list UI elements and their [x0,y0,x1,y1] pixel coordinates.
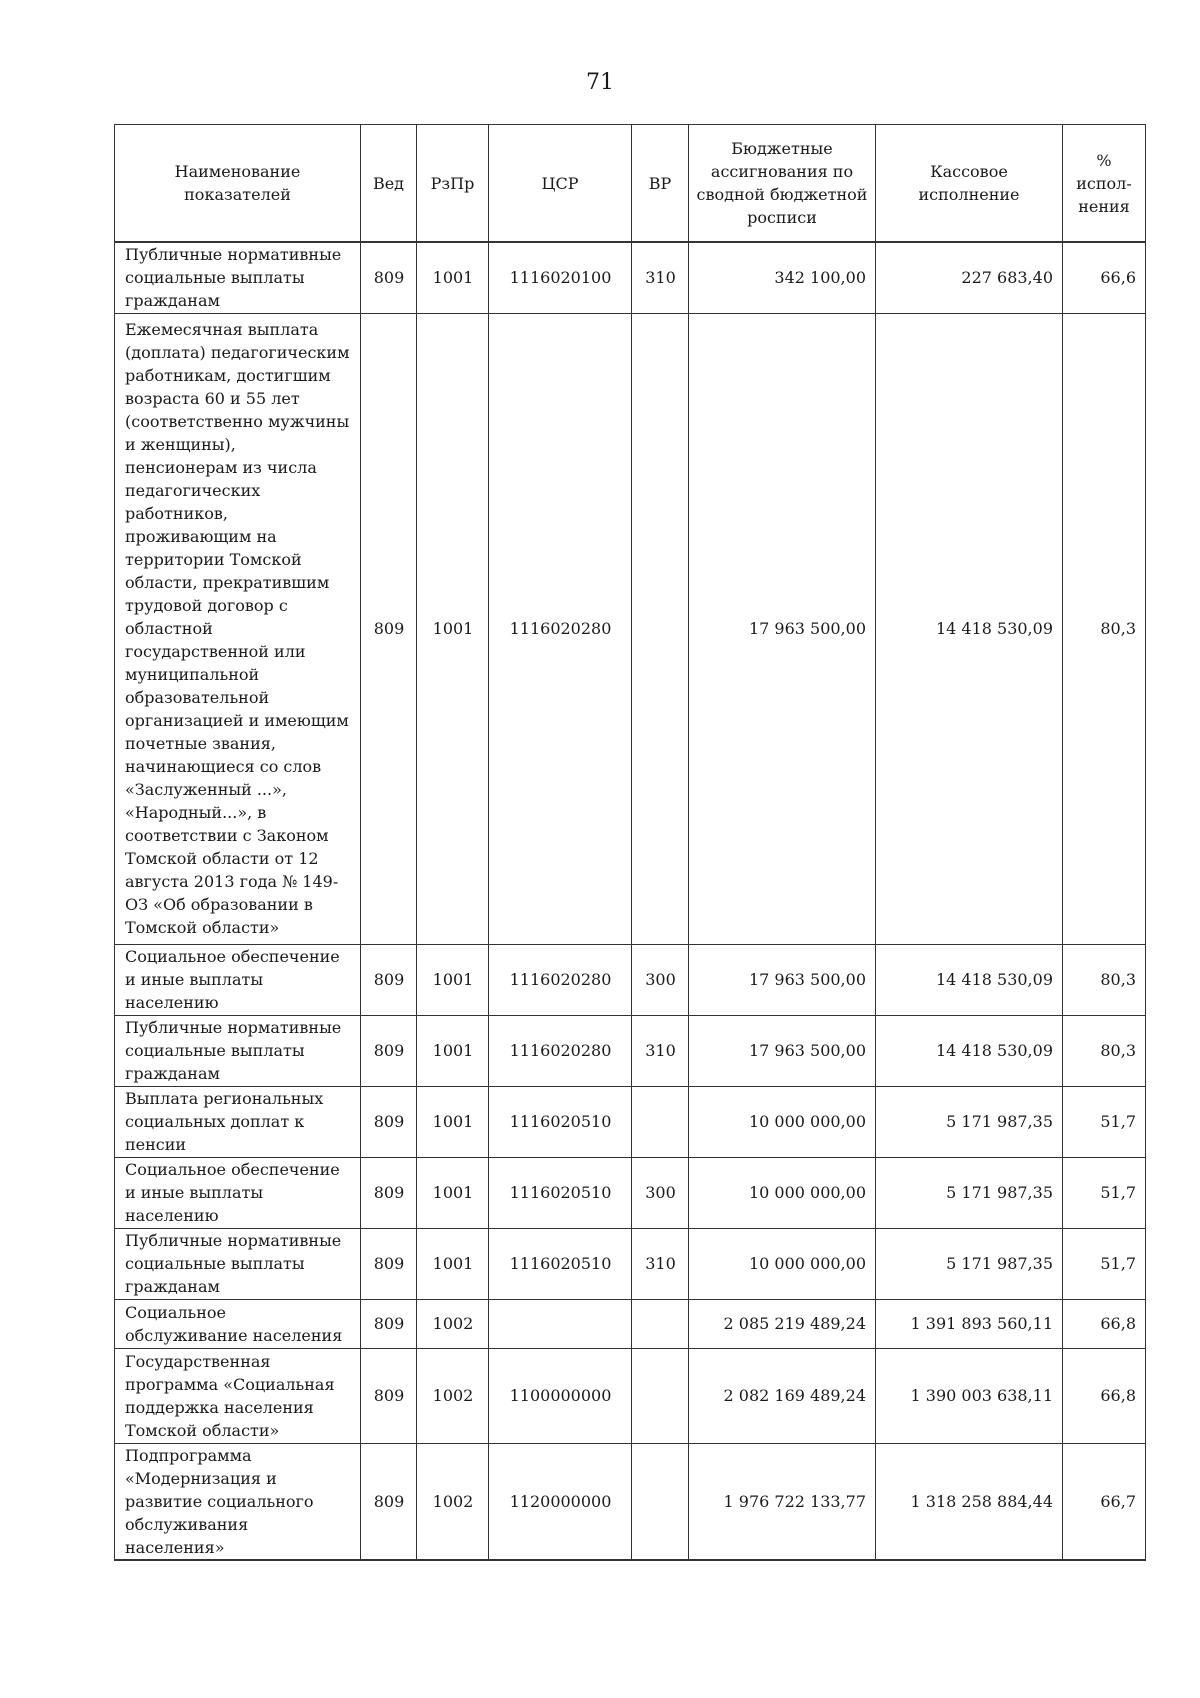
row-name: Выплата региональных социальных доплат к пенсии [115,1086,361,1157]
budget-table [114,124,1146,1561]
row-rzpr: 1001 [417,1228,489,1299]
row-vr: 310 [632,1015,689,1086]
table-row [115,1157,1146,1228]
row-rzpr: 1002 [417,1443,489,1560]
table-row [115,1299,1146,1348]
row-rzpr: 1002 [417,1299,489,1348]
row-vr: 310 [632,1228,689,1299]
row-ved: 809 [361,1015,417,1086]
row-cash: 14 418 530,09 [876,313,1063,944]
row-budget: 17 963 500,00 [689,313,876,944]
row-rzpr: 1001 [417,1015,489,1086]
table-row [115,1348,1146,1443]
row-ved: 809 [361,1228,417,1299]
row-name: Социальное обеспечение и иные выплаты населению [115,1157,361,1228]
row-budget: 10 000 000,00 [689,1157,876,1228]
header-rzpr: РзПр [417,125,489,243]
row-rzpr: 1001 [417,944,489,1015]
row-name: Публичные нормативные социальные выплаты гражданам [115,1015,361,1086]
row-percent: 80,3 [1063,1015,1146,1086]
row-budget: 17 963 500,00 [689,944,876,1015]
row-vr: 310 [632,242,689,313]
row-cash: 14 418 530,09 [876,944,1063,1015]
row-name: Публичные нормативные социальные выплаты гражданам [115,1228,361,1299]
header-budget: Бюджетные ассигнования по сводной бюджетной росписи [689,125,876,243]
row-name: Социальное обслуживание населения [115,1299,361,1348]
row-budget: 10 000 000,00 [689,1228,876,1299]
table-row [115,1086,1146,1157]
row-ved: 809 [361,242,417,313]
header-ved: Вед [361,125,417,243]
row-ved: 809 [361,313,417,944]
header-row [115,125,1146,243]
row-csr: 1116020100 [489,242,632,313]
row-budget: 17 963 500,00 [689,1015,876,1086]
row-csr [489,1299,632,1348]
row-cash: 5 171 987,35 [876,1157,1063,1228]
row-cash: 5 171 987,35 [876,1086,1063,1157]
row-cash: 14 418 530,09 [876,1015,1063,1086]
row-name: Государственная программа «Социальная поддержка населения Томской области» [115,1348,361,1443]
row-name: Социальное обеспечение и иные выплаты населению [115,944,361,1015]
row-vr [632,1443,689,1560]
row-vr [632,1299,689,1348]
row-budget: 342 100,00 [689,242,876,313]
row-percent: 66,8 [1063,1348,1146,1443]
row-ved: 809 [361,1299,417,1348]
row-budget: 2 085 219 489,24 [689,1299,876,1348]
row-csr: 1116020510 [489,1157,632,1228]
row-vr: 300 [632,944,689,1015]
row-rzpr: 1001 [417,1086,489,1157]
row-csr: 1120000000 [489,1443,632,1560]
row-budget: 10 000 000,00 [689,1086,876,1157]
row-vr [632,1086,689,1157]
table-row [115,313,1146,944]
row-ved: 809 [361,1443,417,1560]
row-percent: 51,7 [1063,1228,1146,1299]
row-csr: 1116020280 [489,944,632,1015]
row-percent: 66,7 [1063,1443,1146,1560]
row-vr: 300 [632,1157,689,1228]
row-budget: 2 082 169 489,24 [689,1348,876,1443]
row-cash: 227 683,40 [876,242,1063,313]
row-csr: 1116020510 [489,1228,632,1299]
row-name: Публичные нормативные социальные выплаты гражданам [115,242,361,313]
table-row [115,1228,1146,1299]
row-ved: 809 [361,944,417,1015]
table-row [115,1015,1146,1086]
row-rzpr: 1001 [417,1157,489,1228]
row-vr [632,1348,689,1443]
row-budget: 1 976 722 133,77 [689,1443,876,1560]
row-cash: 1 390 003 638,11 [876,1348,1063,1443]
row-csr: 1116020510 [489,1086,632,1157]
row-vr [632,313,689,944]
row-percent: 80,3 [1063,944,1146,1015]
row-name: Ежемесячная выплата (доплата) педагогическим работникам, достигшим возраста 60 и 55 лет (соответственно мужчины и женщины), пенсионерам из числа педагогических работников, проживающим на территории Томской области, прекратившим трудовой договор с областной государственной или муниципальной образовательной организацией и имеющим почетные звания, начинающиеся со слов «Заслуженный ...», «Народный...», в соответствии с Законом Томской области от 12 августа 2013 года № 149-ОЗ «Об образовании в Томской области» [115,313,361,944]
row-ved: 809 [361,1086,417,1157]
header-csr: ЦСР [489,125,632,243]
row-percent: 66,8 [1063,1299,1146,1348]
row-cash: 5 171 987,35 [876,1228,1063,1299]
table-row [115,242,1146,313]
row-percent: 66,6 [1063,242,1146,313]
header-vr: ВР [632,125,689,243]
row-percent: 51,7 [1063,1157,1146,1228]
row-percent: 80,3 [1063,313,1146,944]
row-percent: 51,7 [1063,1086,1146,1157]
row-csr: 1100000000 [489,1348,632,1443]
row-cash: 1 318 258 884,44 [876,1443,1063,1560]
table-row [115,1443,1146,1560]
row-ved: 809 [361,1348,417,1443]
header-percent: % испол-нения [1063,125,1146,243]
row-csr: 1116020280 [489,313,632,944]
page-number: 71 [586,70,614,95]
header-name: Наименование показателей [115,125,361,243]
row-rzpr: 1002 [417,1348,489,1443]
row-rzpr: 1001 [417,242,489,313]
header-cash: Кассовое исполнение [876,125,1063,243]
row-ved: 809 [361,1157,417,1228]
row-rzpr: 1001 [417,313,489,944]
table-row [115,944,1146,1015]
row-csr: 1116020280 [489,1015,632,1086]
row-cash: 1 391 893 560,11 [876,1299,1063,1348]
row-name: Подпрограмма «Модернизация и развитие социального обслуживания населения» [115,1443,361,1560]
